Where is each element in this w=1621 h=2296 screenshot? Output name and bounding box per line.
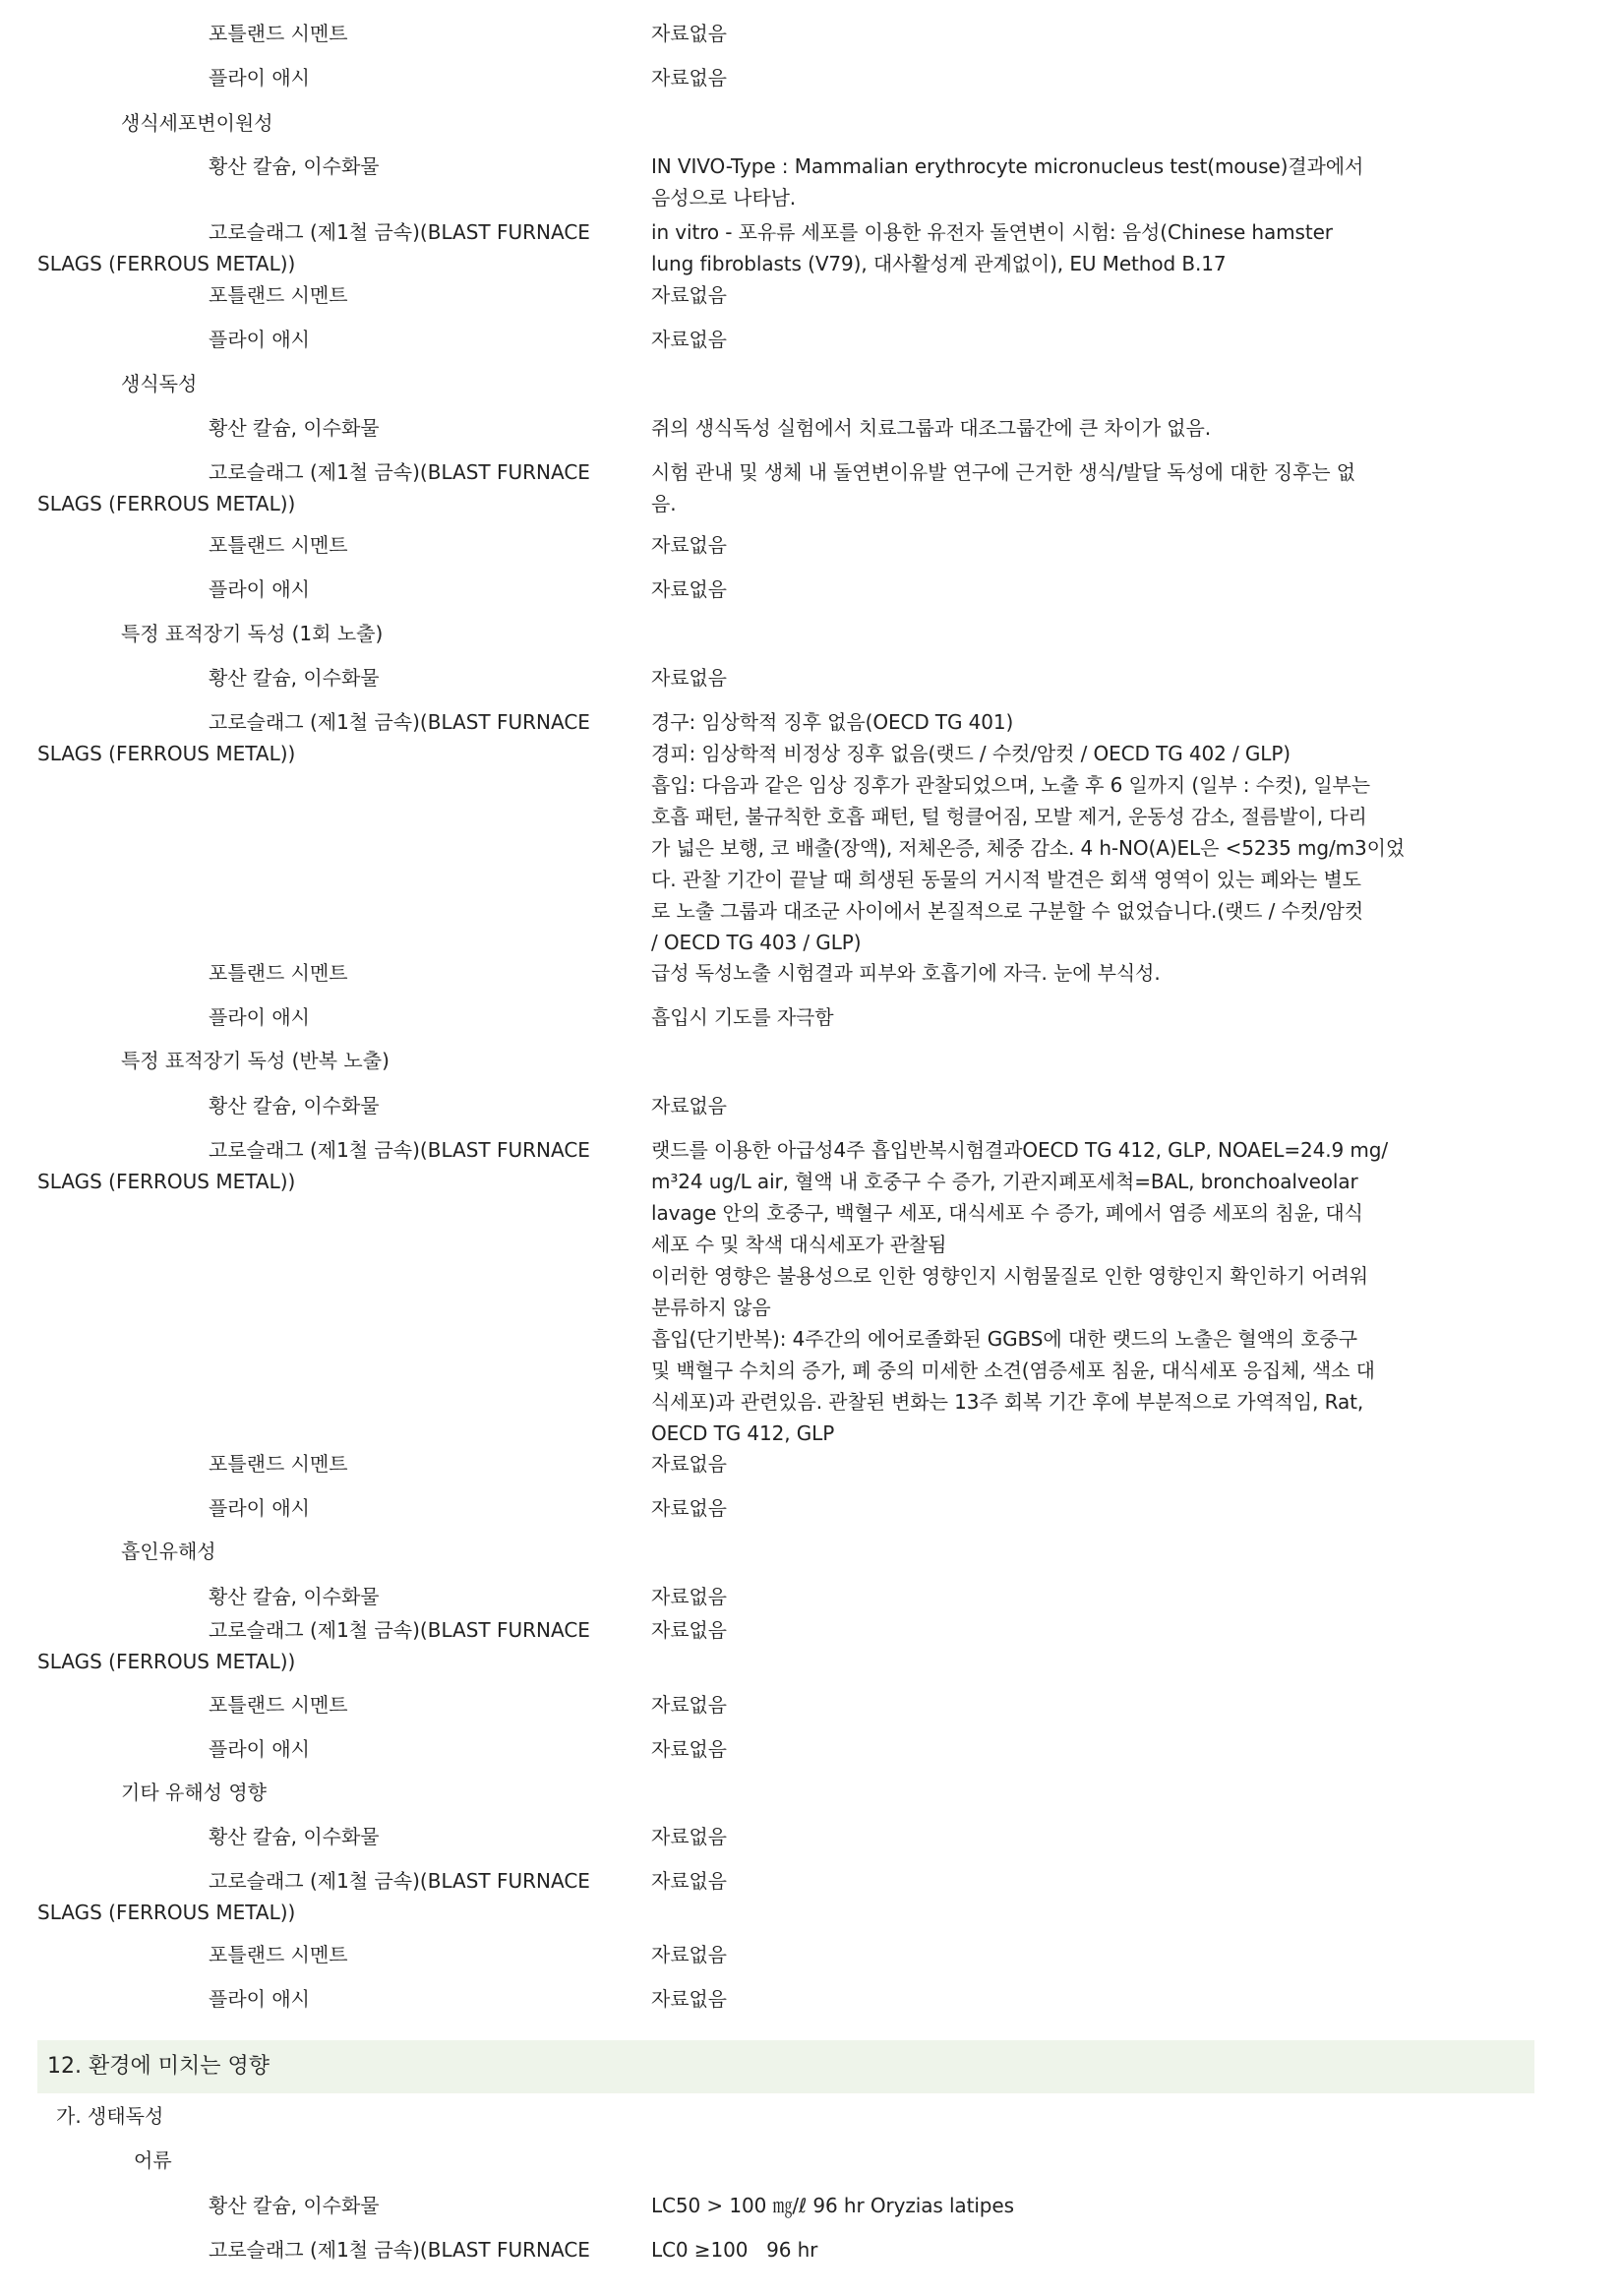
substance-value: IN VIVO-Type : Mammalian erythrocyte micronucleus test(mouse)결과에서 음성으로 나타남. [651,154,1364,210]
substance-value: 자료없음 [651,1987,727,2011]
substance-name: 고로슬래그 (제1철 금속)(BLAST FURNACE [209,2238,590,2262]
section-title: 생식독성 [121,372,198,395]
substance-value: 자료없음 [651,1943,727,1966]
substance-name: 플라이 애시 [209,1737,310,1761]
substance-value: 자료없음 [651,1094,727,1118]
substance-value: 급성 독성노출 시험결과 피부와 호흡기에 자극. 눈에 부식성. [651,961,1161,985]
section-title: 생식세포변이원성 [121,111,273,135]
substance-value: 흡입시 기도를 자극함 [651,1005,834,1029]
substance-name: 황산 칼슘, 이수화물 [209,2194,380,2217]
substance-name: 고로슬래그 (제1철 금속)(BLAST FURNACE SLAGS (FERROUS METAL)) [37,220,590,275]
substance-value: in vitro - 포유류 세포를 이용한 유전자 돌연변이 시험: 음성(Chinese hamster lung fibroblasts (V79), 대사활성계 관계없이), EU Method B.17 [651,220,1333,275]
substance-name: 황산 칼슘, 이수화물 [209,1585,380,1608]
substance-name: 포틀랜드 시멘트 [209,1943,348,1966]
substance-name: 플라이 애시 [209,1496,310,1520]
substance-value: LC0 ≥100 96 hr [651,2238,818,2262]
substance-value: 랫드를 이용한 아급성4주 흡입반복시험결과OECD TG 412, GLP, NOAEL=24.9 mg/ m³24 ug/L air, 혈액 내 호중구 수 증가, 기관지폐포세척=BAL, bronchoalveolar lavage 안의 호중구, 백혈구 세포, 대식세포 수 증가, 폐에서 염증 세포의 침윤, 대식 세포 수 및 착색 대식세포가 관찰됨 이러한 영향은 불용성으로 인한 영향인지 시험물질로 인한 영향인지 확인하기 어려워 분류하지 않음 흡입(단기반복): 4주간의 에어로졸화된 GGBS에 대한 랫드의 노출은 혈액의 호중구 및 백혈구 수치의 증가, 폐 중의 미세한 소견(염증세포 침윤, 대식세포 응집체, 색소 대 식세포)과 관련있음. 관찰된 변화는 13주 회복 기간 후에 부분적으로 가역적임, Rat, OECD TG 412, GLP [651,1138,1389,1445]
substance-value: 자료없음 [651,283,727,307]
substance-name: 황산 칼슘, 이수화물 [209,1094,380,1118]
substance-name: 고로슬래그 (제1철 금속)(BLAST FURNACE SLAGS (FERROUS METAL)) [37,1618,590,1673]
sub-heading: 가. 생태독성 [56,2104,164,2128]
substance-value: 경구: 임상학적 징후 없음(OECD TG 401) 경피: 임상학적 비정상 징후 없음(랫드 / 수컷/암컷 / OECD TG 402 / GLP) 흡입: 다음과 같은 임상 징후가 관찰되었으며, 노출 후 6 일까지 (일부 : 수컷), 일부는 호흡 패턴, 불규칙한 호흡 패턴, 털 헝클어짐, 모발 제거, 운동성 감소, 절름발이, 다리 가 넓은 보행, 코 배출(장액), 저체온증, 체중 감소. 4 h-NO(A)EL은 <5235 mg/m3이었 다. 관찰 기간이 끝날 때 희생된 동물의 거시적 발견은 회색 영역이 있는 폐와는 별도 로 노출 그룹과 대조군 사이에서 본질적으로 구분할 수 없었습니다.(랫드 / 수컷/암컷 / OECD TG 403 / GLP) [651,710,1406,954]
substance-value: 자료없음 [651,1452,727,1476]
substance-value: 자료없음 [651,1869,727,1893]
substance-name: 포틀랜드 시멘트 [209,1693,348,1717]
substance-value: 자료없음 [651,533,727,557]
substance-name: 포틀랜드 시멘트 [209,22,348,45]
substance-name: 포틀랜드 시멘트 [209,1452,348,1476]
substance-name: 황산 칼슘, 이수화물 [209,154,380,178]
substance-value: 자료없음 [651,1618,727,1642]
substance-value: 자료없음 [651,1825,727,1848]
substance-value: 자료없음 [651,1693,727,1717]
substance-name: 플라이 애시 [209,66,310,90]
substance-name: 포틀랜드 시멘트 [209,961,348,985]
substance-name: 플라이 애시 [209,328,310,351]
section-title: 특정 표적장기 독성 (1회 노출) [121,622,384,645]
substance-value: 자료없음 [651,328,727,351]
substance-value: 자료없음 [651,577,727,601]
substance-name: 고로슬래그 (제1철 금속)(BLAST FURNACE SLAGS (FERROUS METAL)) [37,460,590,515]
substance-name: 황산 칼슘, 이수화물 [209,1825,380,1848]
substance-value: 자료없음 [651,66,727,90]
substance-name: 고로슬래그 (제1철 금속)(BLAST FURNACE SLAGS (FERROUS METAL)) [37,1138,590,1193]
substance-name: 플라이 애시 [209,1005,310,1029]
substance-name: 황산 칼슘, 이수화물 [209,666,380,690]
substance-value: 쥐의 생식독성 실험에서 치료그룹과 대조그룹간에 큰 차이가 없음. [651,416,1211,440]
substance-name: 플라이 애시 [209,577,310,601]
category-heading: 어류 [134,2148,172,2172]
substance-value: 자료없음 [651,1737,727,1761]
substance-name: 포틀랜드 시멘트 [209,533,348,557]
substance-value: LC50 > 100 ㎎/ℓ 96 hr Oryzias latipes [651,2194,1014,2217]
substance-name: 고로슬래그 (제1철 금속)(BLAST FURNACE SLAGS (FERROUS METAL)) [37,710,590,765]
substance-value: 자료없음 [651,22,727,45]
section-heading: 12. 환경에 미치는 영향 [47,2054,270,2079]
section-title: 기타 유해성 영향 [121,1781,267,1804]
substance-value: 자료없음 [651,1585,727,1608]
substance-value: 시험 관내 및 생체 내 돌연변이유발 연구에 근거한 생식/발달 독성에 대한 징후는 없 음. [651,460,1355,515]
section-title: 흡인유해성 [121,1540,216,1563]
substance-value: 자료없음 [651,1496,727,1520]
substance-name: 플라이 애시 [209,1987,310,2011]
substance-name: 황산 칼슘, 이수화물 [209,416,380,440]
substance-value: 자료없음 [651,666,727,690]
substance-name: 고로슬래그 (제1철 금속)(BLAST FURNACE SLAGS (FERROUS METAL)) [37,1869,590,1924]
substance-name: 포틀랜드 시멘트 [209,283,348,307]
section-title: 특정 표적장기 독성 (반복 노출) [121,1049,390,1072]
